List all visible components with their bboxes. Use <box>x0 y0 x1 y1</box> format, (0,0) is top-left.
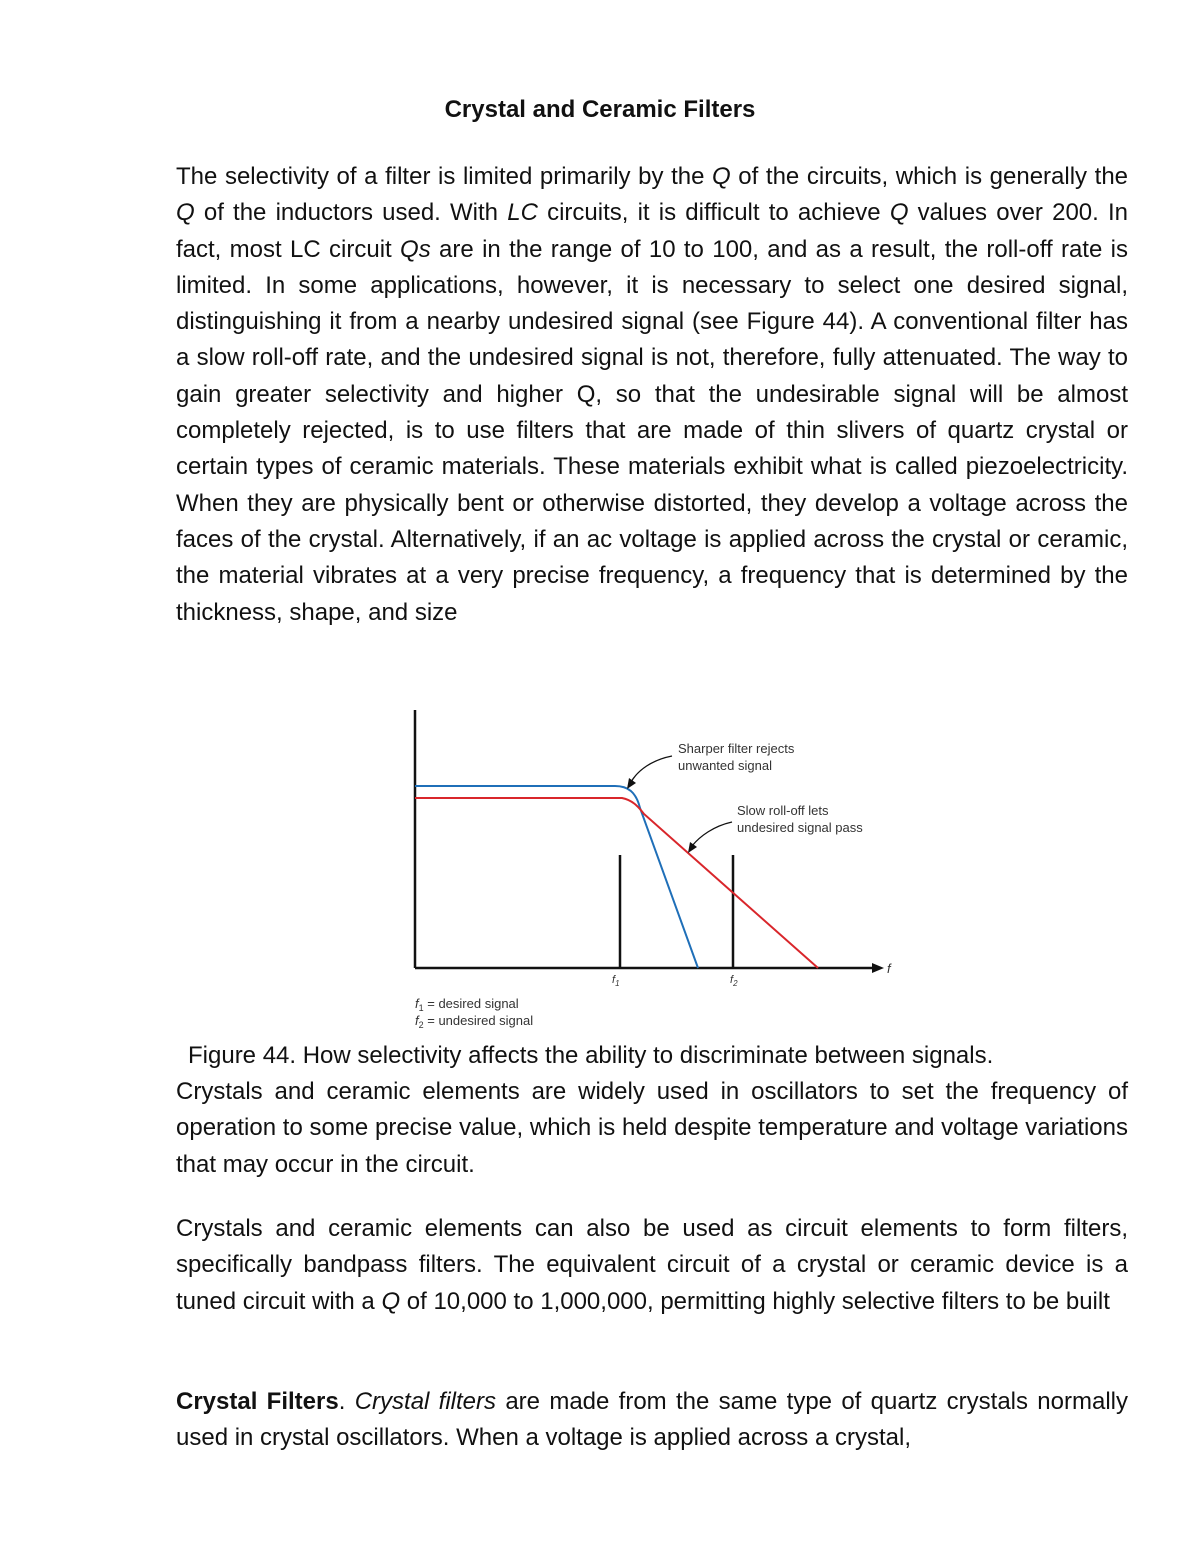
text-run: of the inductors used. With <box>194 199 508 227</box>
paragraph-oscillators: Crystals and ceramic elements are widely used in oscillators to set the frequency of operation to some precise value, which is held despite temperature and voltage variations that may occur in the circuit. <box>176 1078 1128 1178</box>
text-run: of the circuits, which is generally the <box>730 163 1129 190</box>
paragraph-bandpass <box>176 1211 1128 1320</box>
sharp-annotation-line-1: Sharper filter rejects <box>678 741 795 756</box>
text-run: . <box>338 1388 355 1415</box>
text-run: circuits, it is difficult to achieve <box>537 199 890 227</box>
slow-annotation-arrow-head <box>688 842 697 853</box>
text-run: are in the range of 10 to 100, and as a result, the roll-off rate is limited. In some applications, however, it is necessary to select one desired signal, distinguishing it from a nearby undesired signal (see Figure 44). A conventional filter has a slow roll-off rate, and the undesired signal is not, therefore, fully attenuated. The way to gain greater selectivity and higher Q, so that the undesirable signal will be almost completely rejected, is to use filters that are made of thin slivers of quartz crystal or certain types of ceramic materials. These materials exhibit what is called piezoelectricity. When they are physically bent or otherwise distorted, they develop a voltage across the faces of the crystal. Alternatively, if an ac voltage is applied across the crystal or ceramic, the material vibrates at a very precise frequency, a frequency that is determined by the thickness, shape, and size <box>176 235 1128 626</box>
text-run: The selectivity of a filter is limited primarily by the <box>176 163 713 190</box>
legend-desired-signal: $f_1$ = desired signal <box>415 996 519 1013</box>
sharp-annotation-arrow <box>631 756 672 782</box>
sharp-annotation-line-2: unwanted signal <box>678 758 772 773</box>
figure-44-diagram <box>400 700 900 1035</box>
symbol-q: Q <box>712 163 731 190</box>
symbol-lc: LC <box>507 199 538 227</box>
section-heading: Crystal Filters <box>176 1388 339 1415</box>
paragraph-intro <box>176 159 1128 631</box>
page-title: Crystal and Ceramic Filters <box>444 96 756 123</box>
symbol-q: Q <box>889 199 909 227</box>
text-run: of 10,000 to 1,000,000, permitting highly selective filters to be built <box>400 1287 1110 1315</box>
text-run: values over 200. In fact, most LC circuit <box>176 199 1128 263</box>
text-run: are made from the same type of quartz crystals normally used in crystal oscillators. When a voltage is applied across a crystal, <box>176 1388 1128 1452</box>
symbol-q: Q <box>381 1287 401 1315</box>
term-crystal-filters: Crystal filters <box>354 1388 497 1415</box>
sharp-filter-curve <box>415 786 698 968</box>
figure-caption: Figure 44. How selectivity affects the ability to discriminate between signals. <box>188 1042 994 1069</box>
legend-undesired-signal: $f_2$ = undesired signal <box>415 1013 534 1030</box>
marker-f1-label: $f_1$ <box>612 974 620 988</box>
slow-annotation-line-2: undesired signal pass <box>737 820 863 835</box>
slow-annotation-arrow <box>692 822 732 846</box>
symbol-q: Q <box>176 199 195 227</box>
x-axis-arrow-head <box>872 963 884 973</box>
x-axis-label: f <box>887 961 891 976</box>
sharp-annotation-arrow-head <box>627 778 636 789</box>
text-run: Crystals and ceramic elements can also be used as circuit elements to form filters, specifically bandpass filters. The equivalent circuit of a crystal or ceramic device is a tuned circuit with a <box>176 1215 1128 1315</box>
marker-f2-label: $f_2$ <box>730 974 738 988</box>
symbol-qs: Qs <box>400 235 431 263</box>
paragraph-crystal-filters <box>176 1384 1128 1457</box>
slow-annotation-line-1: Slow roll-off lets <box>737 803 829 818</box>
